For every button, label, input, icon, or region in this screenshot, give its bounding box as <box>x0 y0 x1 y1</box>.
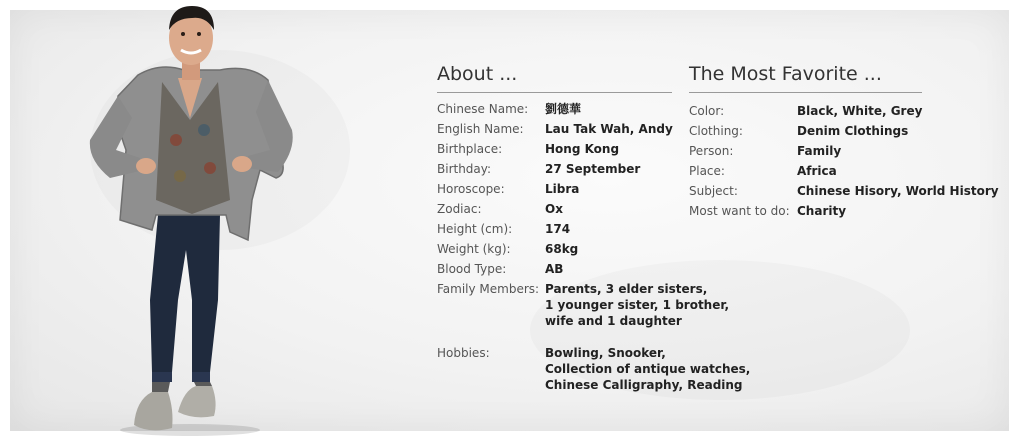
favorite-label: Person: <box>689 144 734 158</box>
about-title: About ... <box>437 63 518 85</box>
about-divider <box>437 92 672 93</box>
about-value-line: wife and 1 daughter <box>545 314 682 328</box>
about-value-line: Chinese Calligraphy, Reading <box>545 378 743 392</box>
about-label: Chinese Name: <box>437 102 529 116</box>
favorite-value-line: Chinese Hisory, World History <box>797 184 999 198</box>
about-value-line: Collection of antique watches, <box>545 362 751 376</box>
about-label: Blood Type: <box>437 262 507 276</box>
about-label: Birthplace: <box>437 142 503 156</box>
about-label: Weight (kg): <box>437 242 511 256</box>
about-value <box>545 281 729 329</box>
about-value <box>545 221 570 237</box>
about-label: Height (cm): <box>437 222 513 236</box>
about-value-line: Libra <box>545 182 580 196</box>
about-value-line: Lau Tak Wah, Andy <box>545 122 673 136</box>
about-value-line: 劉德華 <box>545 102 582 116</box>
about-value <box>545 241 578 257</box>
about-value <box>545 201 563 217</box>
about-value-line: Ox <box>545 202 563 216</box>
about-label: Hobbies: <box>437 346 490 360</box>
about-value <box>545 181 579 197</box>
favorite-value-line: Africa <box>797 164 837 178</box>
about-value-line: Parents, 3 elder sisters, <box>545 282 708 296</box>
about-value-line: Hong Kong <box>545 142 620 156</box>
favorite-value-line: Denim Clothings <box>797 124 909 138</box>
about-label: Family Members: <box>437 282 540 296</box>
about-label: English Name: <box>437 122 524 136</box>
favorite-label: Place: <box>689 164 725 178</box>
about-label: Horoscope: <box>437 182 505 196</box>
person-photo-icon <box>80 0 300 442</box>
favorite-value <box>797 203 846 219</box>
favorite-label: Color: <box>689 104 725 118</box>
about-value <box>545 161 640 177</box>
favorite-label: Clothing: <box>689 124 743 138</box>
about-value-line: 68kg <box>545 242 579 256</box>
favorite-value-line: Family <box>797 144 842 158</box>
favorite-label: Subject: <box>689 184 738 198</box>
favorite-value <box>797 143 841 159</box>
favorite-title: The Most Favorite ... <box>689 63 882 85</box>
about-value <box>545 345 750 393</box>
about-value <box>545 101 581 117</box>
about-value-line: 27 September <box>545 162 641 176</box>
favorite-value <box>797 103 922 119</box>
about-value-line: Bowling, Snooker, <box>545 346 666 360</box>
about-label: Zodiac: <box>437 202 482 216</box>
about-value-line: AB <box>545 262 564 276</box>
about-label: Birthday: <box>437 162 492 176</box>
about-value <box>545 121 673 137</box>
about-value-line: 174 <box>545 222 571 236</box>
favorite-value <box>797 123 908 139</box>
favorite-value <box>797 163 837 179</box>
favorite-value-line: Black, White, Grey <box>797 104 923 118</box>
favorite-divider <box>689 92 922 93</box>
about-value-line: 1 younger sister, 1 brother, <box>545 298 730 312</box>
favorite-label: Most want to do: <box>689 204 790 218</box>
favorite-value <box>797 183 999 199</box>
favorite-value-line: Charity <box>797 204 847 218</box>
about-value <box>545 141 619 157</box>
about-value <box>545 261 563 277</box>
